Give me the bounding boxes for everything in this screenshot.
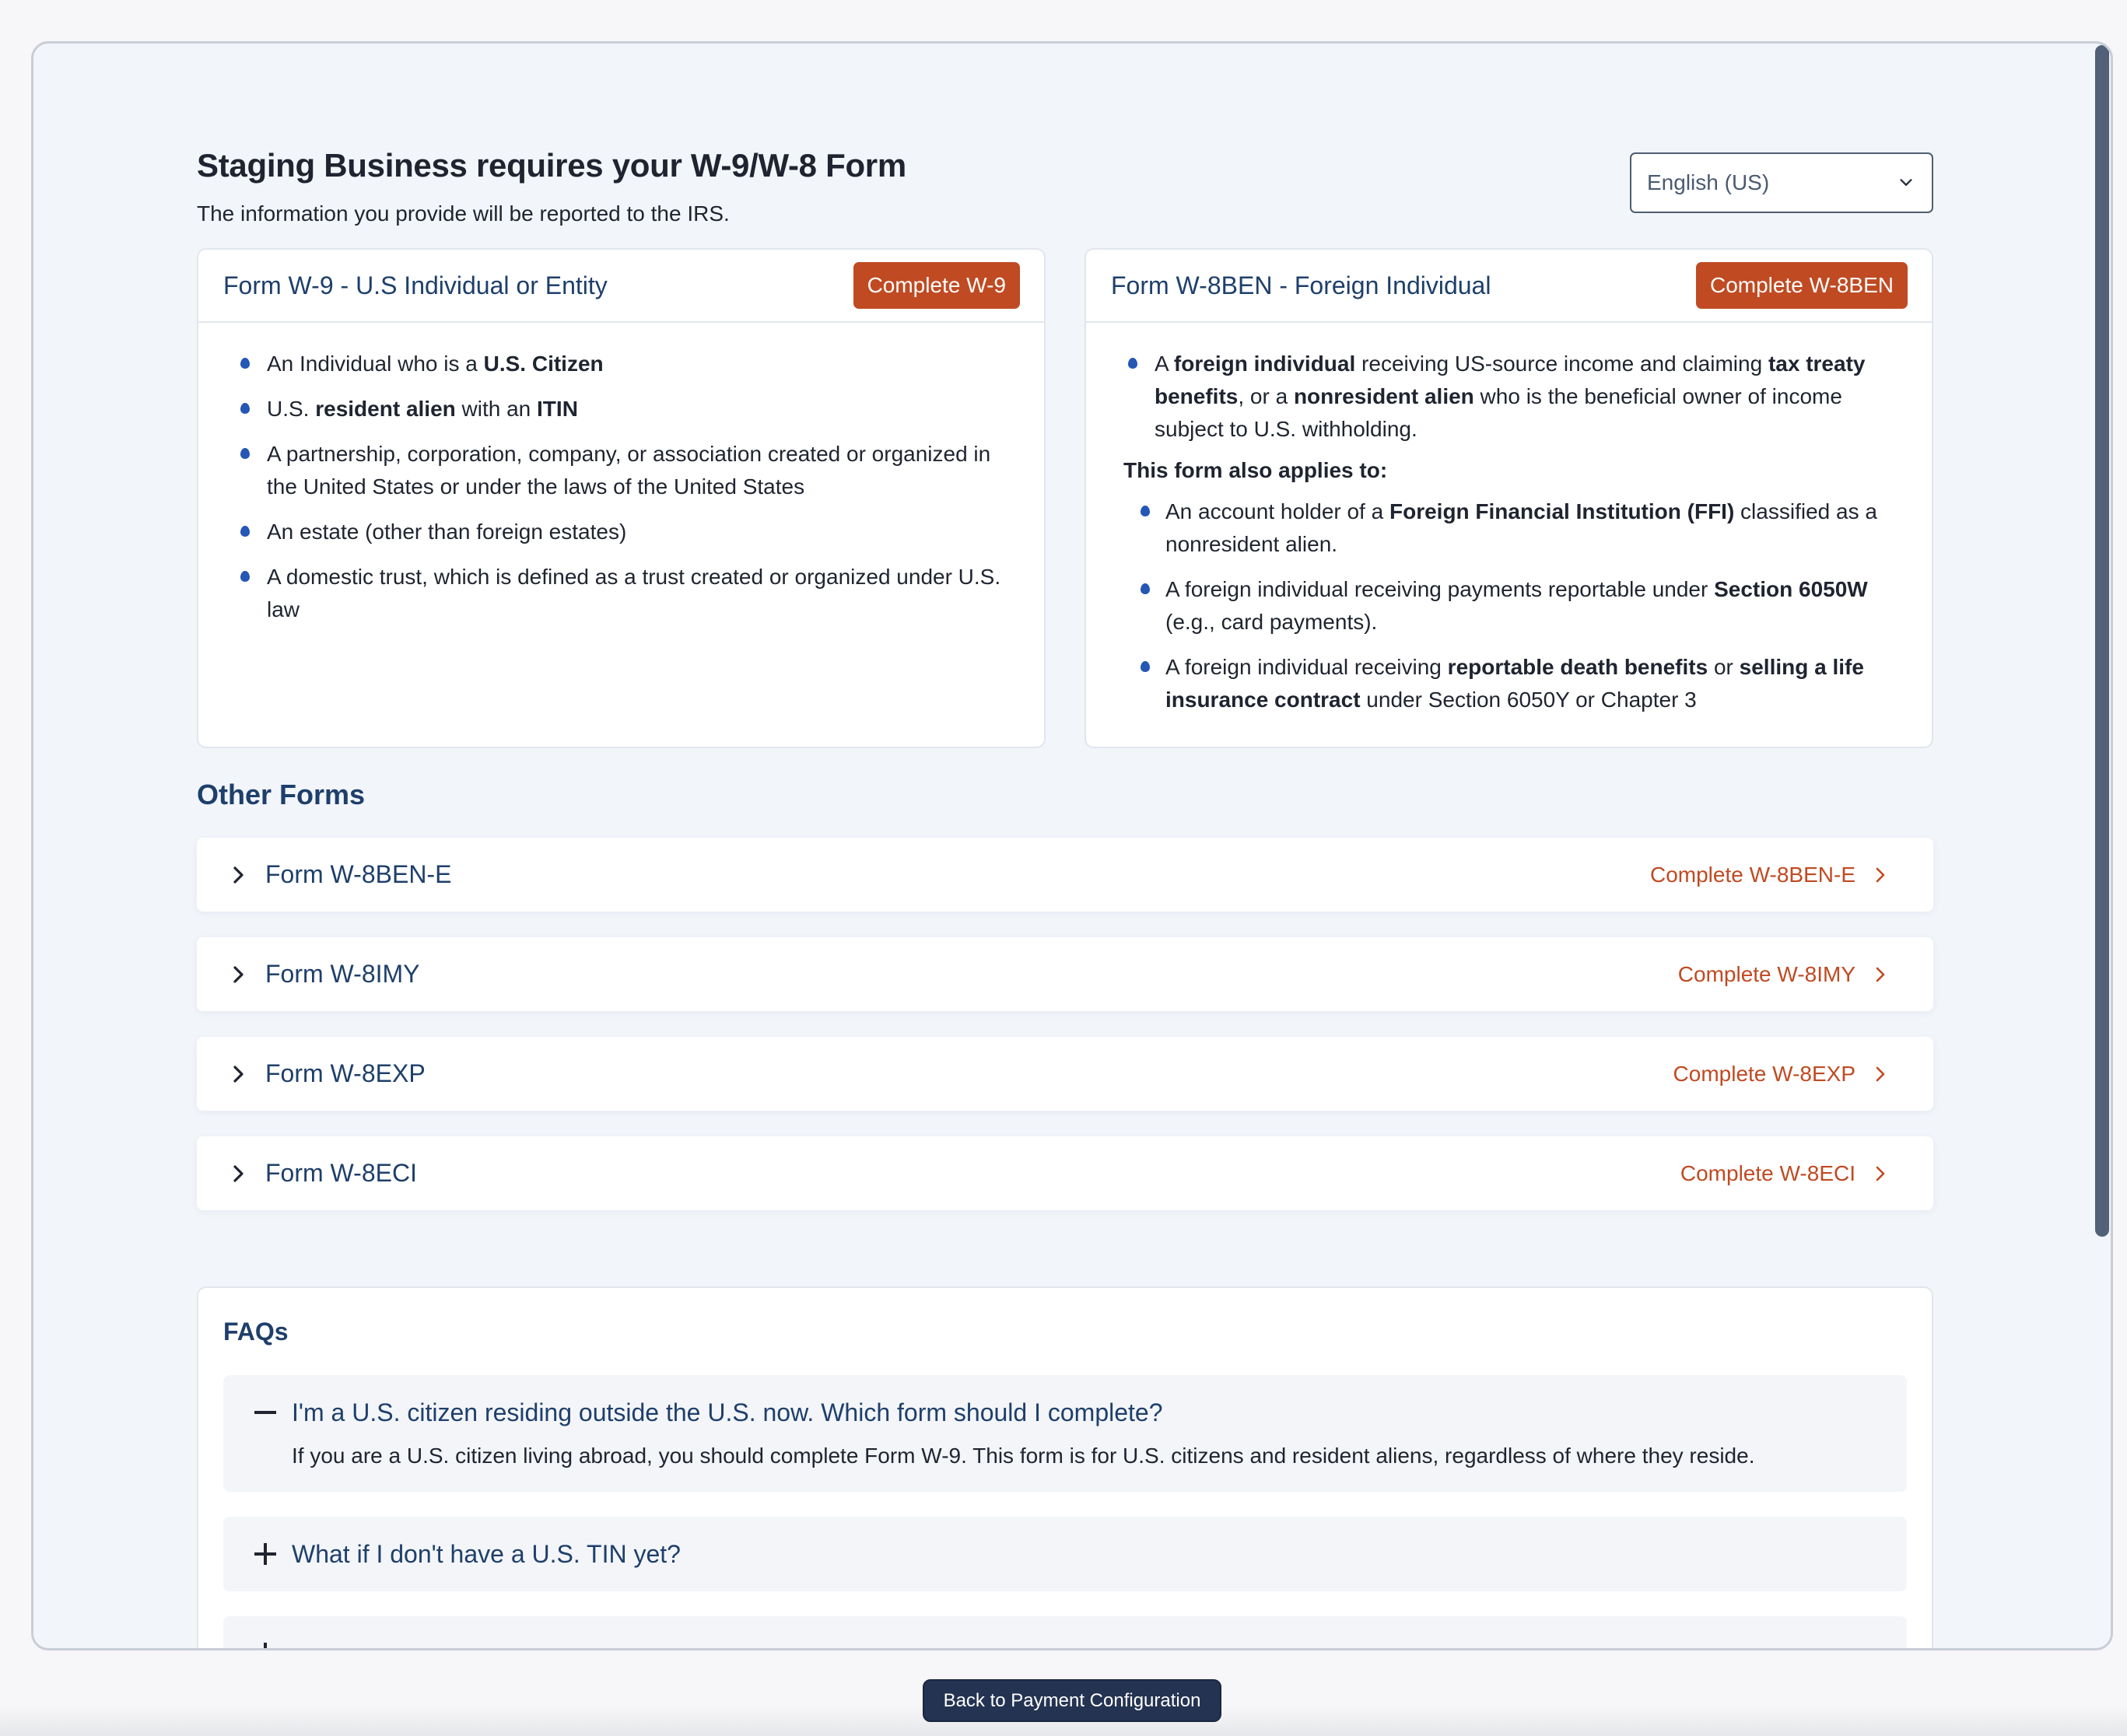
faq-item-expanded	[223, 1375, 1907, 1492]
card-header	[198, 250, 1044, 323]
complete-w8ben-button[interactable]: Complete W-8BEN	[1696, 262, 1908, 309]
faq-question-toggle[interactable]	[254, 1616, 1876, 1650]
complete-w9-button[interactable]: Complete W-9	[853, 262, 1020, 309]
complete-link-label[interactable]: Complete W-8EXP	[1673, 1061, 1855, 1086]
card-title: Form W-9 - U.S Individual or Entity	[223, 271, 608, 299]
applies-to-list	[1111, 495, 1907, 716]
chevron-right-icon	[1873, 865, 1888, 885]
list-item: An Individual who is a U.S. Citizen	[223, 348, 1019, 380]
complete-form-link[interactable]	[1673, 1062, 1888, 1087]
bullet-icon	[240, 448, 250, 459]
complete-form-link[interactable]	[1678, 962, 1888, 987]
faq-question-toggle[interactable]	[254, 1375, 1876, 1450]
form-card-w9	[197, 248, 1046, 748]
plus-icon[interactable]	[254, 1642, 278, 1650]
page-title: Staging Business requires your W-9/W-8 Form	[197, 147, 906, 184]
form-name: Form W-8IMY	[265, 960, 420, 988]
form-row-w8exp[interactable]	[197, 1037, 1933, 1111]
faq-list	[223, 1375, 1907, 1650]
list-item: U.S. resident alien with an ITIN	[223, 393, 1019, 425]
plus-icon[interactable]	[254, 1542, 278, 1566]
chevron-down-icon	[1897, 174, 1915, 191]
chevron-right-icon[interactable]	[231, 964, 247, 985]
form-name: Form W-8BEN-E	[265, 860, 452, 888]
faq-item	[223, 1517, 1907, 1591]
chevron-right-icon[interactable]	[231, 1064, 247, 1084]
bullet-icon	[240, 571, 250, 582]
main-frame	[31, 41, 2113, 1650]
list-item: A foreign individual receiving reportable death benefits or selling a life insurance contract under Section 6050Y or Chapter 3	[1111, 651, 1907, 716]
faq-question[interactable]: What if I don't have a U.S. TIN yet?	[292, 1539, 681, 1568]
language-select-value: English (US)	[1647, 170, 1770, 194]
back-to-payment-configuration-button[interactable]: Back to Payment Configuration	[923, 1679, 1221, 1722]
bullet-icon	[240, 358, 250, 369]
bullet-icon	[240, 526, 250, 537]
page-subtitle: The information you provide will be reported to the IRS.	[197, 201, 730, 226]
faq-card	[197, 1286, 1933, 1650]
bullet-icon	[1141, 506, 1150, 516]
faq-item	[223, 1616, 1907, 1650]
complete-form-link[interactable]	[1650, 863, 1888, 887]
chevron-right-icon	[1873, 964, 1888, 985]
chevron-right-icon[interactable]	[231, 1164, 247, 1184]
bullet-icon	[1141, 661, 1150, 672]
form-name: Form W-8EXP	[265, 1059, 426, 1087]
language-select[interactable]	[1630, 152, 1933, 213]
list-item: An estate (other than foreign estates)	[223, 516, 1019, 548]
bullet-icon	[240, 403, 250, 414]
eligibility-list	[223, 348, 1019, 626]
chevron-right-icon[interactable]	[231, 865, 247, 885]
complete-form-link[interactable]	[1680, 1161, 1888, 1186]
other-forms-title: Other Forms	[197, 779, 366, 810]
faq-answer: If you are a U.S. citizen living abroad, you should complete Form W-9. This form is for U.S. citizens and resident aliens, regardless of where they reside.	[292, 1444, 1755, 1468]
bullet-icon	[1141, 583, 1150, 594]
list-item: A foreign individual receiving payments reportable under Section 6050W (e.g., card payments).	[1111, 573, 1907, 639]
list-item: A domestic trust, which is defined as a trust created or organized under U.S. law	[223, 561, 1019, 626]
other-forms-list	[197, 838, 1933, 1236]
form-row-w8bene[interactable]	[197, 838, 1933, 912]
minus-icon[interactable]	[254, 1401, 278, 1424]
form-row-w8imy[interactable]	[197, 937, 1933, 1011]
chevron-right-icon	[1873, 1164, 1888, 1184]
faq-title: FAQs	[223, 1318, 289, 1346]
list-item: A foreign individual receiving US-source income and claiming tax treaty benefits, or a nonresident alien who is the beneficial owner of income subject to U.S. withholding.	[1111, 348, 1907, 446]
list-item: An account holder of a Foreign Financial Institution (FFI) classified as a nonresident alien.	[1111, 495, 1907, 561]
form-card-w8ben	[1085, 248, 1933, 748]
primary-forms	[197, 248, 1933, 748]
bullet-icon	[1128, 358, 1137, 369]
faq-question[interactable]: I'm a U.S. citizen residing outside the U.S. now. Which form should I complete?	[292, 1398, 1163, 1426]
scrollbar-thumb[interactable]	[2095, 45, 2109, 1237]
chevron-right-icon	[1873, 1064, 1888, 1084]
eligibility-list	[1111, 348, 1907, 446]
list-item: A partnership, corporation, company, or association created or organized in the United States or under the laws of the United States	[223, 438, 1019, 503]
card-header	[1086, 250, 1932, 323]
complete-link-label[interactable]: Complete W-8BEN-E	[1649, 862, 1855, 887]
form-name: Form W-8ECI	[265, 1159, 417, 1187]
complete-link-label[interactable]: Complete W-8IMY	[1677, 961, 1855, 986]
form-row-w8eci[interactable]	[197, 1136, 1933, 1210]
applies-to-label: This form also applies to:	[1123, 458, 1388, 482]
card-title: Form W-8BEN - Foreign Individual	[1111, 271, 1491, 299]
complete-link-label[interactable]: Complete W-8ECI	[1680, 1160, 1855, 1185]
faq-question-toggle[interactable]	[254, 1517, 1876, 1591]
